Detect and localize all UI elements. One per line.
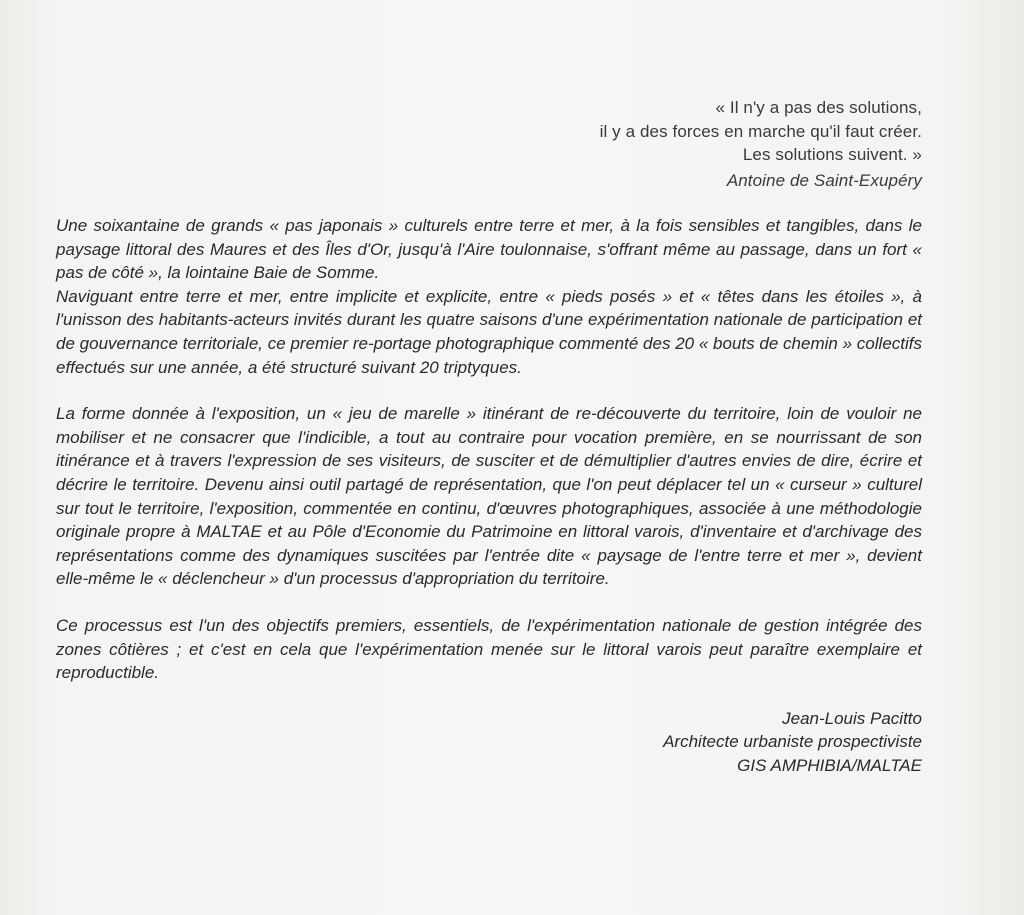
paragraph: Naviguant entre terre et mer, entre implicite et explicite, entre « pieds posés » et « têtes dans les étoiles », à l'unisson des habitants-acteurs invités durant les quatre saisons d'une expérimentation nationale de participation et de gouvernance territoriale, ce premier re-portage photographique commenté des 20 « bouts de chemin » collectifs effectués sur une année, a été structuré suivant 20 triptyques. [56, 286, 922, 377]
paragraph: Une soixantaine de grands « pas japonais » culturels entre terre et mer, à la fois sensibles et tangibles, dans le paysage littoral des Maures et des Îles d'Or, jusqu'à l'Aire toulonnaise, s'offrant même au passage, dans un fort « pas de côté », la lointaine Baie de Somme. [56, 216, 922, 283]
paragraph: La forme donnée à l'exposition, un « jeu de marelle » itinérant de re-découverte du territoire, loin de vouloir ne mobiliser et ne consacrer que l'indicible, a tout au contraire pour vocation première, en se nourrissant de son itinérance et à travers l'expression de ses visiteurs, de susciter et de démultiplier d'autres envies de dire, écrire et décrire le territoire. Devenu ainsi outil partagé de représentation, que l'on peut déplacer tel un « curseur » culturel sur tout le territoire, l'exposition, commentée en continu, d'œuvres photographiques, associée à une méthodologie originale propre à MALTAE et au Pôle d'Economie du Patrimoine en littoral varois, d'inventaire et d'archivage des représentations comme des dynamiques suscitées par l'entrée dite « paysage de l'entre terre et mer », devient elle-même le « déclencheur » d'un processus d'appropriation du territoire. [56, 404, 922, 589]
document-page [56, 96, 922, 777]
signature-role: Architecte urbaniste prospectiviste [663, 732, 922, 752]
signature-name: Jean-Louis Pacitto [782, 708, 922, 728]
epigraph-line: il y a des forces en marche qu'il faut créer. [599, 121, 922, 141]
signature-organization: GIS AMPHIBIA/MALTAE [737, 755, 922, 775]
epigraph-line: Les solutions suivent. » [742, 145, 922, 164]
epigraph-author: Antoine de Saint-Exupéry [726, 170, 922, 190]
epigraph-line: « Il n'y a pas des solutions, [715, 98, 922, 117]
body-text [56, 214, 922, 685]
epigraph [56, 96, 922, 192]
signature-block [56, 707, 922, 778]
paragraph: Ce processus est l'un des objectifs premiers, essentiels, de l'expérimentation nationale de gestion intégrée des zones côtières ; et c'est en cela que l'expérimentation menée sur le littoral varois peut paraître exemplaire et reproductible. [56, 615, 922, 683]
